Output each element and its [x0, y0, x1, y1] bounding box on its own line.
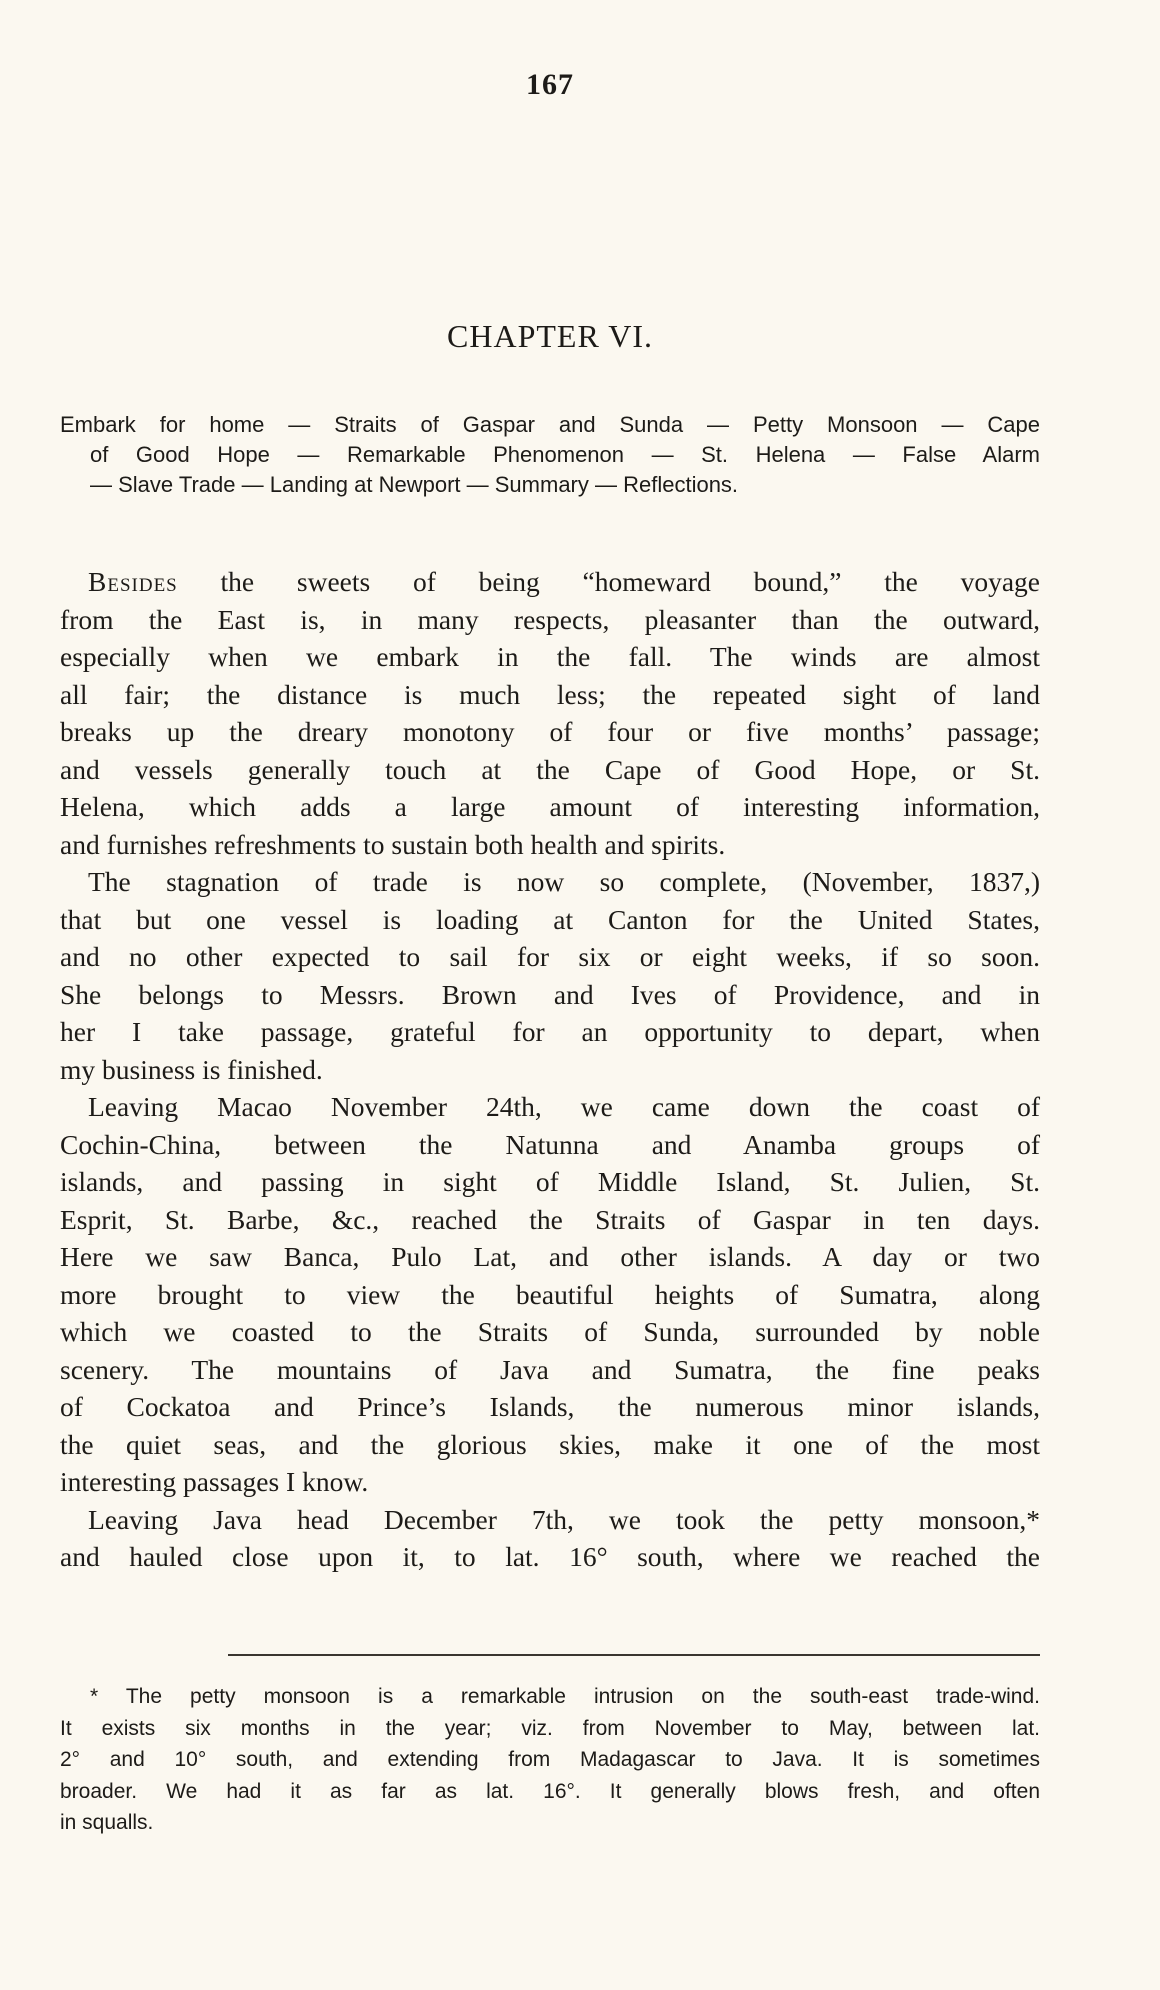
text-line: She belongs to Messrs. Brown and Ives of Providence, and in — [60, 978, 1040, 1010]
text-line: The stagnation of trade is now so complete, (November, 1837,) — [88, 866, 1040, 897]
synopsis-line: Embark for home — Straits of Gaspar and Sunda — Petty Monsoon — Cape — [60, 412, 1040, 437]
text-line: Leaving Java head December 7th, we took the petty monsoon,* — [88, 1503, 1040, 1535]
text-line: Cochin-China, between the Natunna and Anamba groups of — [60, 1128, 1040, 1160]
synopsis-line: of Good Hope — Remarkable Phenomenon — St. Helena — False Alarm — [90, 442, 1040, 467]
text-line: my business is finished. — [60, 1053, 323, 1085]
chapter-title: CHAPTER VI. — [447, 318, 653, 354]
text-line: which we coasted to the Straits of Sunda, surrounded by noble — [60, 1316, 1040, 1347]
body-text — [60, 563, 1040, 1576]
text-line: all fair; the distance is much less; the repeated sight of land — [60, 678, 1040, 710]
synopsis-line: — Slave Trade — Landing at Newport — Summary — Reflections. — [90, 472, 739, 497]
footnote-divider — [228, 1654, 1040, 1656]
footnote-line: broader. We had it as far as lat. 16°. It generally blows fresh, and often — [60, 1779, 1040, 1803]
text-line: and hauled close upon it, to lat. 16° south, where we reached the — [60, 1541, 1040, 1572]
text-line: interesting passages I know. — [60, 1466, 369, 1497]
page-number: 167 — [526, 68, 574, 101]
text-line: Helena, which adds a large amount of interesting information, — [60, 791, 1040, 822]
text-line: her I take passage, grateful for an opportunity to depart, when — [60, 1016, 1040, 1047]
text-line: islands, and passing in sight of Middle Island, St. Julien, St. — [60, 1166, 1040, 1197]
footnote-line: It exists six months in the year; viz. from November to May, between lat. — [60, 1716, 1040, 1740]
text-line: Here we saw Banca, Pulo Lat, and other islands. A day or two — [60, 1241, 1040, 1272]
book-page — [60, 0, 1040, 1990]
text-line: and vessels generally touch at the Cape of Good Hope, or St. — [60, 753, 1040, 785]
footnote-line: * The petty monsoon is a remarkable intrusion on the south-east trade-wind. — [90, 1685, 1040, 1708]
text-line: especially when we embark in the fall. The winds are almost — [60, 641, 1040, 672]
text-line: the quiet seas, and the glorious skies, make it one of the most — [60, 1428, 1040, 1460]
text-line: from the East is, in many respects, pleasanter than the outward, — [60, 603, 1040, 635]
footnote-line: 2° and 10° south, and extending from Madagascar to Java. It is sometimes — [60, 1748, 1040, 1771]
text-line: and no other expected to sail for six or eight weeks, if so soon. — [60, 941, 1040, 972]
text-line: Leaving Macao November 24th, we came down the coast of — [88, 1091, 1040, 1122]
text-line — [60, 563, 1040, 601]
text-line: breaks up the dreary monotony of four or five months’ passage; — [60, 716, 1040, 747]
footnote-line: in squalls. — [60, 1811, 154, 1834]
text-line: scenery. The mountains of Java and Sumatra, the fine peaks — [60, 1353, 1040, 1385]
opening-word: Besides — [88, 566, 178, 597]
footnote — [60, 1681, 1040, 1839]
text-line: and furnishes refreshments to sustain both health and spirits. — [60, 828, 726, 860]
text-line: Esprit, St. Barbe, &c., reached the Straits of Gaspar in ten days. — [60, 1203, 1040, 1235]
chapter-synopsis — [60, 410, 1040, 500]
text-line-rest: the sweets of being “homeward bound,” the voyage — [177, 566, 1040, 597]
text-line: more brought to view the beautiful heights of Sumatra, along — [60, 1278, 1040, 1310]
text-line: of Cockatoa and Prince’s Islands, the numerous minor islands, — [60, 1391, 1040, 1422]
text-line: that but one vessel is loading at Canton for the United States, — [60, 903, 1040, 935]
